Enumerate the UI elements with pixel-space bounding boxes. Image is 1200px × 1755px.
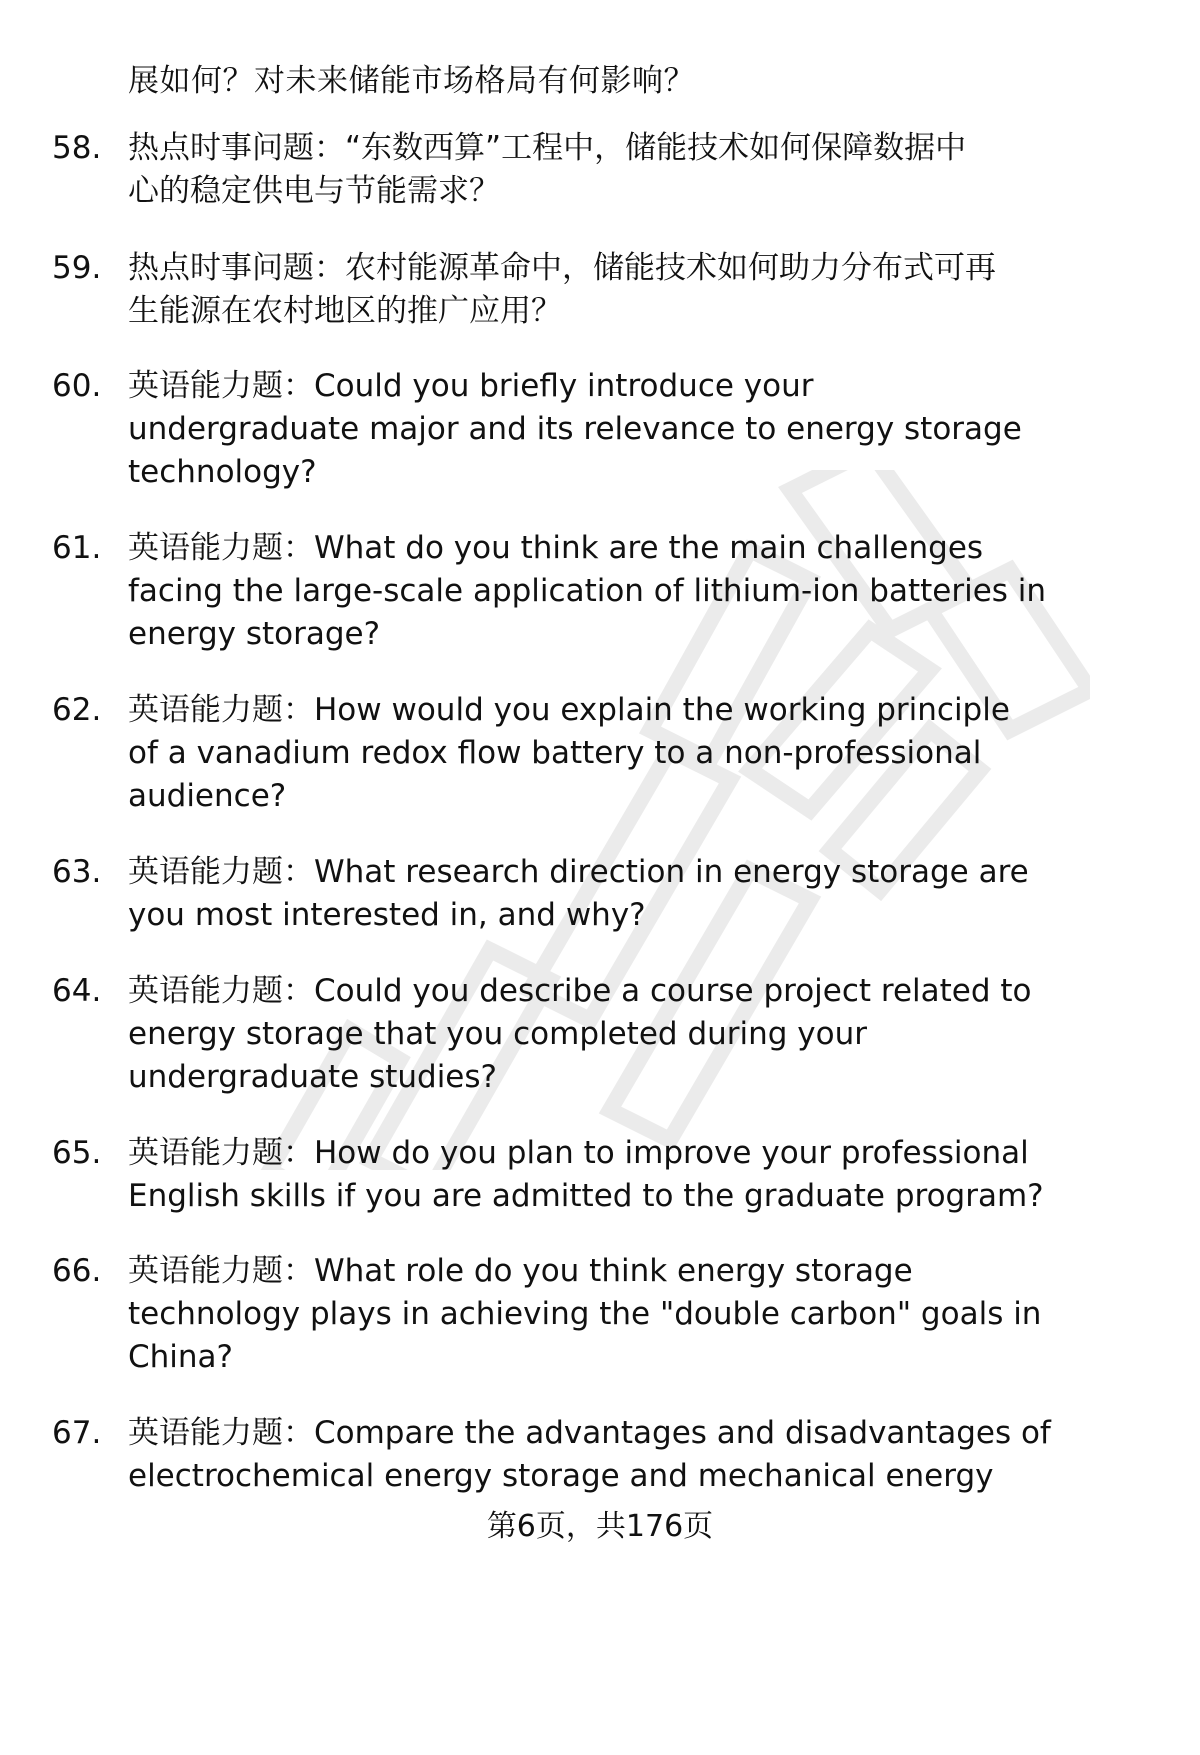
question-line: facing the large-scale application of lithium-ion batteries in [128,573,1047,609]
question-line: undergraduate studies? [128,1059,497,1095]
question-number: 63. [52,854,102,890]
question-line: 生能源在农村地区的推广应用？ [128,293,562,329]
question-text [128,127,1162,213]
question-line: 英语能力题：What do you think are the main challenges [128,530,984,566]
question-text [128,970,1162,1099]
question-line: technology? [128,454,317,490]
question-line: 英语能力题：What research direction in energy storage are [128,854,1029,890]
question-text [128,527,1162,656]
question-line: technology plays in achieving the "double carbon" goals in [128,1296,1042,1332]
question-item-63 [52,851,1162,937]
question-number: 65. [52,1135,102,1171]
continuation-text: 展如何？对未来储能市场格局有何影响？ [128,63,695,99]
question-item-67 [52,1412,1162,1498]
question-number: 64. [52,973,102,1009]
question-text [128,689,1162,818]
question-item-64 [52,970,1162,1099]
question-line: English skills if you are admitted to the graduate program? [128,1178,1044,1214]
question-line: undergraduate major and its relevance to energy storage [128,411,1022,447]
question-number: 67. [52,1415,102,1451]
question-line: audience? [128,778,287,814]
question-item-66 [52,1250,1162,1379]
question-line: of a vanadium redox flow battery to a non-professional [128,735,982,771]
question-text [128,1132,1162,1218]
question-line: 英语能力题：Could you describe a course project related to [128,973,1032,1009]
question-number: 58. [52,130,102,166]
question-text [128,247,1162,333]
question-line: 热点时事问题：农村能源革命中，储能技术如何助力分布式可再 [128,250,996,286]
question-line: energy storage that you completed during your [128,1016,868,1052]
question-line: China? [128,1339,234,1375]
question-line: 英语能力题：Compare the advantages and disadvantages of [128,1415,1051,1451]
question-line: 英语能力题：How do you plan to improve your professional [128,1135,1029,1171]
question-item-65 [52,1132,1162,1218]
question-line: 英语能力题：What role do you think energy storage [128,1253,913,1289]
question-line: electrochemical energy storage and mechanical energy [128,1458,994,1494]
question-number: 60. [52,368,102,404]
question-line: 心的稳定供电与节能需求？ [128,173,500,209]
question-number: 66. [52,1253,102,1289]
question-text [128,1250,1162,1379]
question-number: 59. [52,250,102,286]
question-item-59 [52,247,1162,333]
question-number: 62. [52,692,102,728]
question-item-62 [52,689,1162,818]
question-line: 热点时事问题：“东数西算”工程中，储能技术如何保障数据中 [128,130,967,166]
question-text [128,1412,1162,1498]
question-line: 英语能力题：How would you explain the working principle [128,692,1010,728]
question-line: energy storage? [128,616,381,652]
question-number: 61. [52,530,102,566]
question-text [128,365,1162,494]
question-line: you most interested in, and why? [128,897,646,933]
question-text [128,851,1162,937]
question-item-60 [52,365,1162,494]
page-number-footer: 第6页，共176页 [486,1509,714,1544]
question-line: 英语能力题：Could you briefly introduce your [128,368,814,404]
question-item-58 [52,127,1162,213]
question-item-61 [52,527,1162,656]
